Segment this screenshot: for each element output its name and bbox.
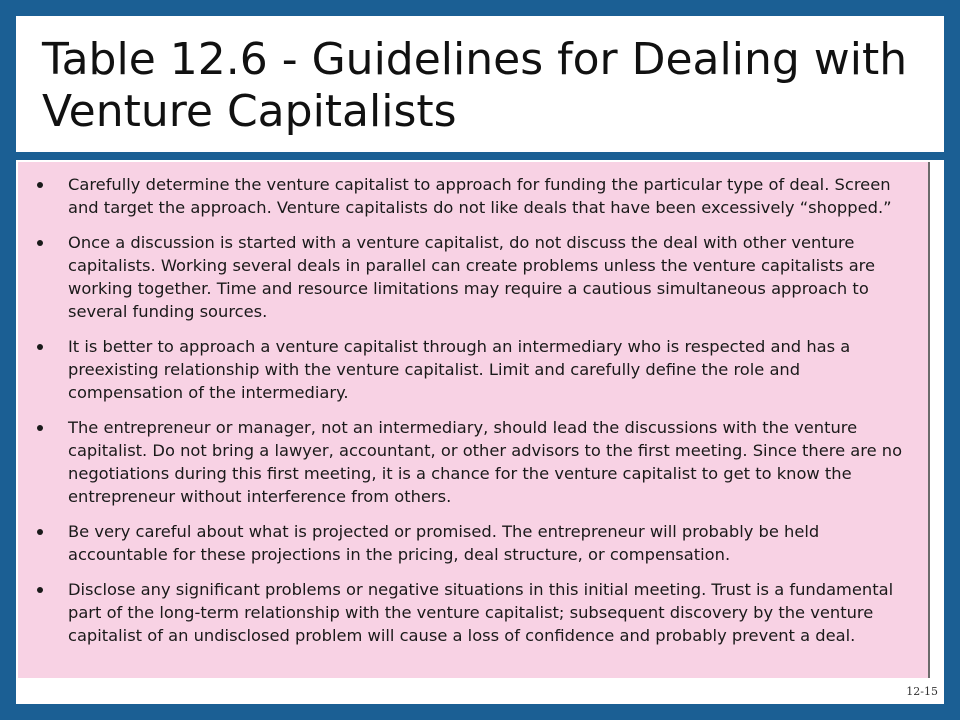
list-item	[18, 578, 928, 647]
bullet-icon	[37, 587, 43, 593]
list-item	[18, 520, 928, 566]
guidelines-list	[18, 173, 928, 659]
list-item	[18, 335, 928, 404]
bullet-text: The entrepreneur or manager, not an intermediary, should lead the discussions with the venture capitalist. Do not bring a lawyer, accountant, or other advisors to the first meeting. Since there are no negotiations during this first meeting, it is a chance for the venture capitalist to get to know the entrepreneur without interference from others.	[68, 418, 903, 506]
slide-number: 12-15	[906, 685, 938, 698]
bullet-text: Disclose any significant problems or negative situations in this initial meeting. Trust is a fundamental part of the long-term relationship with the venture capitalist; subsequent discovery by the venture capitalist of an undisclosed problem will cause a loss of confidence and probably prevent a deal.	[68, 580, 894, 645]
bullet-text: Carefully determine the venture capitalist to approach for funding the particular type of deal. Screen and target the approach. Venture capitalists do not like deals that have been excessively “shopped.”	[68, 175, 892, 217]
bullet-icon	[37, 182, 43, 188]
slide-title: Table 12.6 - Guidelines for Dealing with Venture Capitalists	[42, 34, 908, 137]
bullet-icon	[37, 529, 43, 535]
bullet-text: Be very careful about what is projected or promised. The entrepreneur will probably be held accountable for these projections in the pricing, deal structure, or compensation.	[68, 522, 820, 564]
bullet-text: Once a discussion is started with a venture capitalist, do not discuss the deal with other venture capitalists. Working several deals in parallel can create problems unless the venture capitalists are working together. Time and resource limitations may require a cautious simultaneous approach to several funding sources.	[68, 233, 876, 321]
title-divider	[16, 152, 944, 160]
guidelines-table	[18, 162, 930, 678]
bullet-icon	[37, 344, 43, 350]
list-item	[18, 231, 928, 323]
bullet-text: It is better to approach a venture capitalist through an intermediary who is respected and has a preexisting relationship with the venture capitalist. Limit and carefully define the role and compensation of the intermediary.	[68, 337, 851, 402]
bullet-icon	[37, 240, 43, 246]
list-item	[18, 173, 928, 219]
bullet-icon	[37, 425, 43, 431]
list-item	[18, 416, 928, 508]
